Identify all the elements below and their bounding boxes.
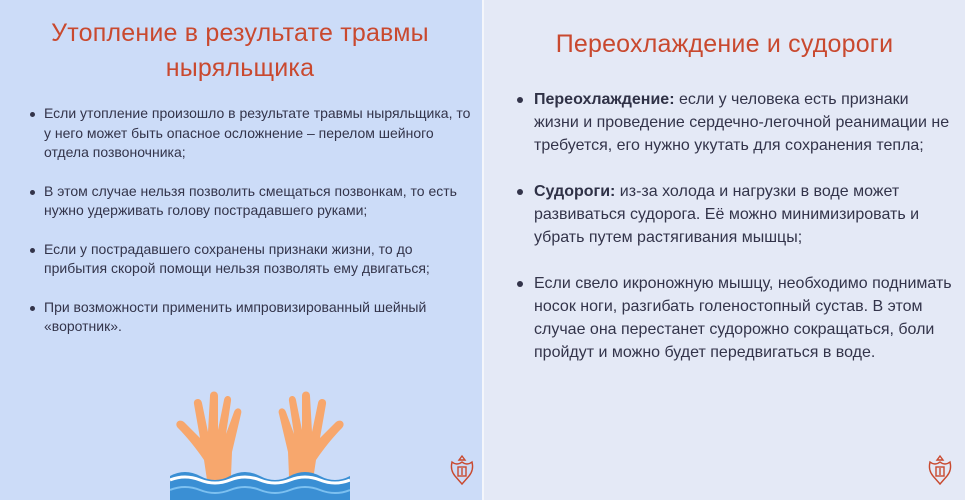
list-item: [514, 88, 954, 157]
emblem-icon: [925, 452, 955, 490]
list-item: [514, 272, 954, 364]
list-item: Если у пострадавшего сохранены признаки жизни, то до прибытия скорой помощи нельзя позволять ему двигаться;: [28, 240, 473, 279]
right-title: Переохлаждение и судороги: [555, 30, 894, 58]
list-item: [514, 180, 954, 249]
list-item: Если утопление произошло в результате травмы ныряльщика, то у него может быть опасное осложнение – перелом шейного отдела позвоночника;: [28, 104, 473, 163]
right-panel: [484, 0, 965, 500]
left-title: Утопление в результате травмы ныряльщика: [51, 19, 429, 82]
list-item: В этом случае нельзя позволить смещаться позвонкам, то есть нужно удерживать голову пострадавшего руками;: [28, 182, 473, 221]
right-list: [514, 88, 954, 387]
item-text: если у человека есть признаки жизни и проведение сердечно-легочной реанимации не требуется, его нужно укутать для сохранения тепла;: [534, 91, 950, 154]
left-list: [28, 104, 473, 356]
item-text: Если свело икроножную мышцу, необходимо поднимать носок ноги, разгибать голеностопный сустав. В этом случае она перестанет судорожно сокращаться, боли пройдут и можно будет передвигаться в воде.: [534, 275, 952, 361]
item-term: Переохлаждение:: [534, 91, 675, 108]
raised-hands-in-water-icon: [170, 382, 350, 500]
emblem-icon: [447, 452, 477, 490]
item-term: Судороги:: [534, 183, 616, 200]
item-text: из-за холода и нагрузки в воде может развиваться судорога. Её можно минимизировать и убрать путем растягивания мышцы;: [534, 183, 920, 246]
list-item: При возможности применить импровизированный шейный «воротник».: [28, 298, 473, 337]
